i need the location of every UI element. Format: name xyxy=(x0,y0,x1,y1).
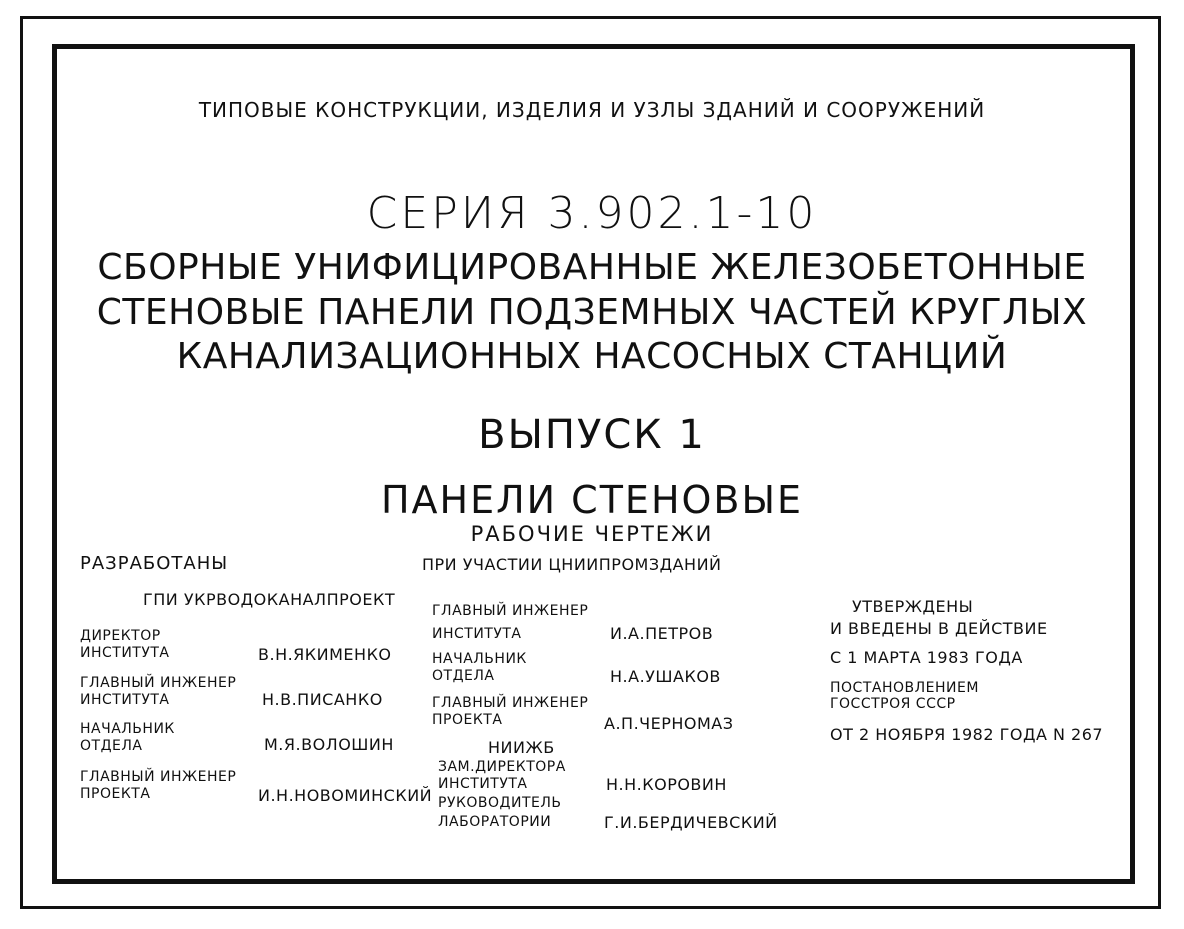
dev-name-1: В.Н.ЯКИМЕНКО xyxy=(258,645,392,664)
niizhb-role-2b: ЛАБОРАТОРИИ xyxy=(438,814,552,830)
part-name-1: И.А.ПЕТРОВ xyxy=(610,624,714,643)
part-name-3: А.П.ЧЕРНОМАЗ xyxy=(604,714,734,733)
inner-frame xyxy=(52,44,1135,884)
dev-role-3b: ОТДЕЛА xyxy=(80,738,143,754)
dev-name-2: Н.В.ПИСАНКО xyxy=(262,690,383,709)
niizhb-name-1: Н.Н.КОРОВИН xyxy=(606,775,727,794)
approved-line-6: ОТ 2 НОЯБРЯ 1982 ГОДА N 267 xyxy=(830,725,1104,744)
part-role-1a: ГЛАВНЫЙ ИНЖЕНЕР xyxy=(432,603,589,619)
niizhb-role-1b: ИНСТИТУТА xyxy=(438,776,528,792)
main-title-line-3: КАНАЛИЗАЦИОННЫХ НАСОСНЫХ СТАНЦИЙ xyxy=(176,336,1008,377)
part-role-2b: ОТДЕЛА xyxy=(432,668,495,684)
dev-name-3: М.Я.ВОЛОШИН xyxy=(264,735,394,754)
issue-title: ВЫПУСК 1 xyxy=(478,412,706,458)
part-role-2a: НАЧАЛЬНИК xyxy=(432,651,527,667)
top-title: ТИПОВЫЕ КОНСТРУКЦИИ, ИЗДЕЛИЯ И УЗЛЫ ЗДАНИЙ И СООРУЖЕНИЙ xyxy=(198,98,986,122)
approved-line-4: ПОСТАНОВЛЕНИЕМ xyxy=(830,680,979,696)
developed-label: РАЗРАБОТАНЫ xyxy=(80,553,229,574)
dev-role-2b: ИНСТИТУТА xyxy=(80,692,170,708)
dev-role-4a: ГЛАВНЫЙ ИНЖЕНЕР xyxy=(80,769,237,785)
series-title: СЕРИЯ 3.902.1-10 xyxy=(366,188,818,239)
niizhb-label: НИИЖБ xyxy=(488,738,555,757)
niizhb-role-2a: РУКОВОДИТЕЛЬ xyxy=(438,795,562,811)
approved-line-3: С 1 МАРТА 1983 ГОДА xyxy=(830,648,1023,667)
dev-role-4b: ПРОЕКТА xyxy=(80,786,151,802)
part-name-2: Н.А.УШАКОВ xyxy=(610,667,721,686)
approved-line-2: И ВВЕДЕНЫ В ДЕЙСТВИЕ xyxy=(830,619,1048,638)
part-role-1b: ИНСТИТУТА xyxy=(432,626,522,642)
developed-org: ГПИ УКРВОДОКАНАЛПРОЕКТ xyxy=(143,590,396,609)
approved-line-5: ГОССТРОЯ СССР xyxy=(830,696,956,712)
approved-line-1: УТВЕРЖДЕНЫ xyxy=(852,597,974,616)
part-role-3a: ГЛАВНЫЙ ИНЖЕНЕР xyxy=(432,695,589,711)
participation-label: ПРИ УЧАСТИИ ЦНИИПРОМЗДАНИЙ xyxy=(422,555,722,574)
main-title-line-2: СТЕНОВЫЕ ПАНЕЛИ ПОДЗЕМНЫХ ЧАСТЕЙ КРУГЛЫХ xyxy=(96,292,1088,333)
niizhb-name-2: Г.И.БЕРДИЧЕВСКИЙ xyxy=(604,813,778,832)
dev-role-3a: НАЧАЛЬНИК xyxy=(80,721,175,737)
panels-title: ПАНЕЛИ СТЕНОВЫЕ xyxy=(380,478,804,522)
niizhb-role-1a: ЗАМ.ДИРЕКТОРА xyxy=(438,759,566,775)
dev-name-4: И.Н.НОВОМИНСКИЙ xyxy=(258,786,433,805)
dev-role-1a: ДИРЕКТОР xyxy=(80,628,161,644)
dev-role-2a: ГЛАВНЫЙ ИНЖЕНЕР xyxy=(80,675,237,691)
main-title-line-1: СБОРНЫЕ УНИФИЦИРОВАННЫЕ ЖЕЛЕЗОБЕТОННЫЕ xyxy=(97,247,1087,288)
drawings-subtitle: РАБОЧИЕ ЧЕРТЕЖИ xyxy=(470,522,714,546)
part-role-3b: ПРОЕКТА xyxy=(432,712,503,728)
dev-role-1b: ИНСТИТУТА xyxy=(80,645,170,661)
